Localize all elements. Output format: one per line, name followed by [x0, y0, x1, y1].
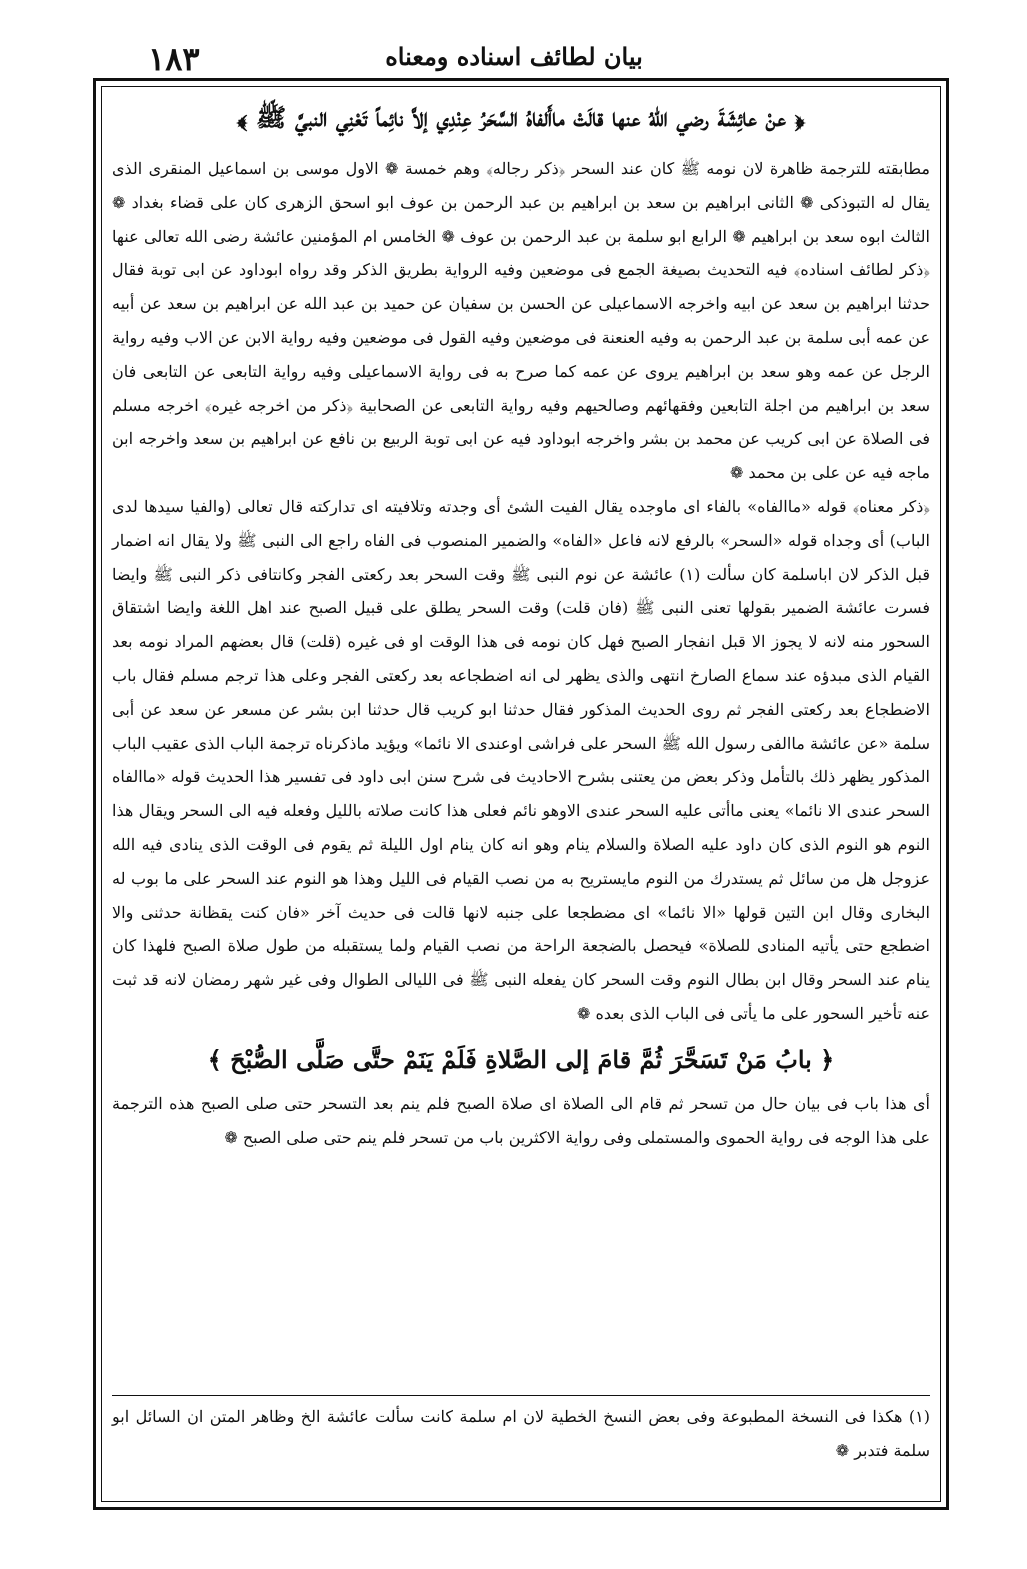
footnote-divider — [112, 1395, 930, 1396]
commentary-paragraph: ﴿ذكر معناه﴾ قوله «ماالفاه» بالفاء اى ماوجده يقال الفيت الشئ أى وجدته وتلافيته اى تداركته قال تعالى (والفيا سيدها لدى الباب) أى وجداه قوله «السحر» بالرفع لانه فاعل «الفاه» والضمير المنصوب فى الفاه راجع الى النبى ﷺ ولا يقال انه اضمار قبل الذكر لان اباسلمة كان سألت (١) عائشة عن نوم النبى ﷺ وقت السحر بعد ركعتى الفجر وكانتافى ذكر النبى ﷺ وايضا فسرت عائشة الضمير بقولها تعنى النبى ﷺ (فان قلت) وقت السحر يطلق على قبيل الصبح عند اهل اللغة وايضا اشتقاق السحور منه لانه لا يجوز الا قبل انفجار الصبح فهل كان نومه فى هذا الوقت او فى غيره (قلت) قال بعضهم المراد نومه بعد القيام الذى مبدؤه عند سماع الصارخ انتهى والذى يظهر لى انه اضطجاعه بعد ركعتى الفجر وعلى هذا ترجم مسلم فقال باب الاضطجاع بعد ركعتى الفجر ثم روى الحديث المذكور فقال حدثنا ابو كريب قال حدثنا ابن بشر عن مسعر عن سعد عن أبى سلمة «عن عائشة ماالفى رسول الله ﷺ السحر على فراشى اوعندى الا نائما» ويؤيد ماذكرناه ترجمة الباب الذى عقيب الباب المذكور يظهر ذلك بالتأمل وذكر بعض من يعتنى بشرح الاحاديث فى شرح سنن ابى داود فى تفسير هذا الحديث قوله «ماالفاه السحر عندى الا نائما» يعنى ماأتى عليه السحر عندى الاوهو نائم فعلى هذا كانت صلاته بالليل وفعله فيه الى السحر ويقال هذا النوم هو النوم الذى كان داود عليه الصلاة والسلام ينام وهو انه كان ينام اول الليلة ثم يقوم فى الوقت الذى ينادى فيه الله عزوجل هل من سائل ثم يستدرك من النوم مايستريح به من نصب القيام فى الليل وهذا هو النوم عند السحر على ما بوب له البخارى وقال ابن التين قولها «الا نائما» اى مضطجعا على جنبه لانها قالت فى حديث آخر «فان كنت يقظانة حدثنى والا اضطجع حتى يأتيه المنادى للصلاة» فيحصل بالضجعة الراحة من نصب القيام ولما يستقبله من طول صلاة الصبح فلهذا كان ينام عند السحر وقال ابن بطال النوم وقت السحر كان يفعله النبى ﷺ فى الليالى الطوال وفى غير شهر رمضان لانه قد ثبت عنه تأخير السحور على ما يأتى فى الباب الذى بعده ❁ — [112, 496, 931, 1023]
main-text — [112, 92, 930, 1154]
running-header: بيان لطائف اسناده ومعناه — [385, 42, 643, 71]
chapter-heading: ﴿ بابُ مَنْ تَسَحَّرَ ثُمَّ قامَ إلى الصَّلاةِ فَلَمْ يَنَمْ حتَّى صَلَّى الصُّبْحَ ﴾ — [207, 1044, 835, 1074]
page-number: ١٨٣ — [148, 40, 200, 78]
hadith-heading: ﴿ عنْ عائِشَةَ رضي اللهُ عنها قالَتْ ماأَلفاهُ السَّحَرُ عِنْدِي إلاَّ نائِماً تَعْنِي النبيَّ ﷺ ﴾ — [237, 103, 805, 132]
footnote: (١) هكذا فى النسخة المطبوعة وفى بعض النسخ الخطية لان ام سلمة كانت سألت عائشة الخ وظاهر المتن ان السائل ابو سلمة فتدبر ❁ — [112, 1407, 931, 1460]
chapter-paragraph: أى هذا باب فى بيان حال من تسحر ثم قام الى الصلاة اى صلاة الصبح فلم ينم بعد التسحر حتى صلى الصبح هذه الترجمة على هذا الوجه فى رواية الحموى والمستملى وفى رواية الاكثرين باب من تسحر فلم ينم حتى صلى الصبح ❁ — [112, 1093, 930, 1147]
commentary-paragraph: مطابقته للترجمة ظاهرة لان نومه ﷺ كان عند السحر ﴿ذكر رجاله﴾ وهم خمسة ❁ الاول موسى بن اسماعيل المنقرى الذى يقال له التبوذكى ❁ الثانى ابراهيم بن سعد بن ابراهيم بن عبد الرحمن بن عوف ابو اسحق الزهرى كان على قضاء بغداد ❁ الثالث ابوه سعد بن ابراهيم ❁ الرابع ابو سلمة بن عبد الرحمن بن عوف ❁ الخامس ام المؤمنين عائشة رضى الله تعالى عنها ﴿ذكر لطائف اسناده﴾ فيه التحديث بصيغة الجمع فى موضعين وفيه الرواية بطريق الذكر وقد رواه ابوداود عن ابى توبة فقال حدثنا ابراهيم بن سعد عن ابيه واخرجه الاسماعيلى عن الحسن بن سفيان عن حميد بن عبد الله عن ابراهيم بن سعد عن أبيه عن عمه أبى سلمة بن عبد الرحمن به وفيه العنعنة فى موضعين وفيه القول فى موضعين وفيه رواية الابن عن الاب وفيه رواية الرجل عن عمه وهو سعد بن ابراهيم يروى عن عمه كما صرح به فى رواية الاسماعيلى وفيه رواية التابعى عن التابعى فان سعد بن ابراهيم من اجلة التابعين وفقهائهم وصالحيهم وفيه رواية التابعى عن الصحابية ﴿ذكر من اخرجه غيره﴾ اخرجه مسلم فى الصلاة عن ابى كريب عن محمد بن بشر واخرجه ابوداود فيه عن ابى توبة الربيع بن نافع عن ابراهيم بن سعد واخرجه ابن ماجه فيه عن على بن محمد ❁ — [112, 159, 930, 483]
